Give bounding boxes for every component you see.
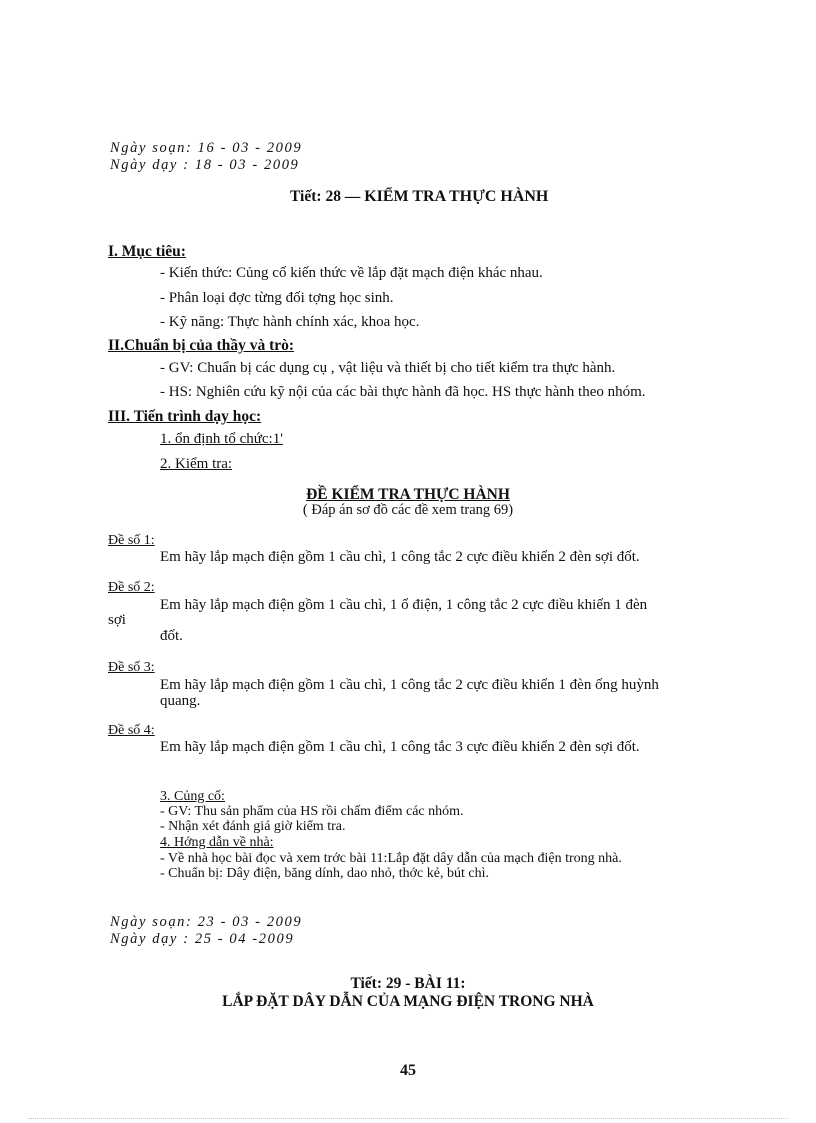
- question-text: sợi: [108, 612, 126, 628]
- date-prepared: Ngày soạn: 23 - 03 - 2009: [110, 914, 303, 930]
- page-number: 45: [400, 1062, 416, 1079]
- step-check: 2. Kiểm tra:: [160, 456, 233, 472]
- lesson-subtitle: LẮP ĐẶT DÂY DẪN CỦA MẠNG ĐIỆN TRONG NHÀ: [222, 993, 594, 1010]
- exam-subtitle: ( Đáp án sơ đồ các đề xem trang 69): [302, 502, 514, 518]
- homework-item: - Về nhà học bài đọc và xem trớc bài 11:Lắp đặt dây dẫn của mạch điện trong nhà.: [160, 851, 622, 866]
- lesson-title: [290, 188, 548, 206]
- preparation-item: - HS: Nghiên cứu kỹ nội của các bài thực hành đã học. HS thực hành theo nhóm.: [160, 384, 646, 400]
- consolidation-item: - Nhận xét đánh giá giờ kiểm tra.: [160, 819, 346, 834]
- date-taught: Ngày dạy : 18 - 03 - 2009: [110, 157, 300, 173]
- date-prepared: Ngày soạn: 16 - 03 - 2009: [110, 140, 303, 156]
- question-label: Đề số 4:: [108, 723, 155, 738]
- question-text: Em hãy lắp mạch điện gồm 1 cầu chì, 1 ổ điện, 1 công tắc 2 cực điều khiển 1 đèn: [160, 597, 648, 613]
- section-objectives-heading: I. Mục tiêu:: [108, 243, 186, 260]
- question-label: Đề số 1:: [108, 533, 155, 548]
- objective-item: - Phân loại đợc từng đối tợng học sinh.: [160, 290, 394, 306]
- objective-item: - Kiến thức: Củng cố kiến thức về lắp đặt mạch điện khác nhau.: [160, 265, 543, 281]
- consolidation-item: - GV: Thu sản phẩm của HS rồi chấm điểm các nhóm.: [160, 804, 464, 819]
- question-text: Em hãy lắp mạch điện gồm 1 cầu chì, 1 công tắc 3 cực điều khiển 2 đèn sợi đốt.: [160, 739, 640, 755]
- date-taught: Ngày dạy : 25 - 04 -2009: [110, 931, 295, 947]
- question-text: đốt.: [160, 628, 183, 644]
- preparation-item: - GV: Chuẩn bị các dụng cụ , vật liệu và thiết bị cho tiết kiểm tra thực hành.: [160, 360, 616, 376]
- lesson-title: Tiết: 29 - BÀI 11:: [350, 975, 466, 992]
- section-process-heading: III. Tiến trình dạy học:: [108, 408, 262, 425]
- homework-item: - Chuẩn bị: Dây điện, băng dính, dao nhỏ, thớc kẻ, bút chì.: [160, 866, 489, 881]
- question-text: quang.: [160, 693, 201, 709]
- lesson-name: KIỂM TRA THỰC HÀNH: [364, 188, 549, 205]
- question-text: Em hãy lắp mạch điện gồm 1 cầu chì, 1 công tắc 2 cực điều khiển 2 đèn sợi đốt.: [160, 549, 640, 565]
- question-label: Đề số 3:: [108, 660, 155, 675]
- exam-title: ĐỀ KIỂM TRA THỰC HÀNH: [306, 486, 510, 503]
- objective-item: - Kỹ năng: Thực hành chính xác, khoa học.: [160, 314, 420, 330]
- lesson-number: Tiết: 28 —: [290, 188, 361, 205]
- step-consolidation: 3. Củng cố:: [160, 789, 225, 804]
- step-organisation: 1. ổn định tổ chức:1': [160, 431, 283, 447]
- question-label: Đề số 2:: [108, 580, 155, 595]
- step-homework: 4. Hớng dẫn về nhà:: [160, 835, 274, 850]
- question-text: Em hãy lắp mạch điện gồm 1 cầu chì, 1 công tắc 2 cực điều khiển 1 đèn ống huỳnh: [160, 677, 659, 693]
- section-preparation-heading: II.Chuẩn bị của thầy và trò:: [108, 337, 295, 354]
- page-bottom-border: [28, 1118, 788, 1119]
